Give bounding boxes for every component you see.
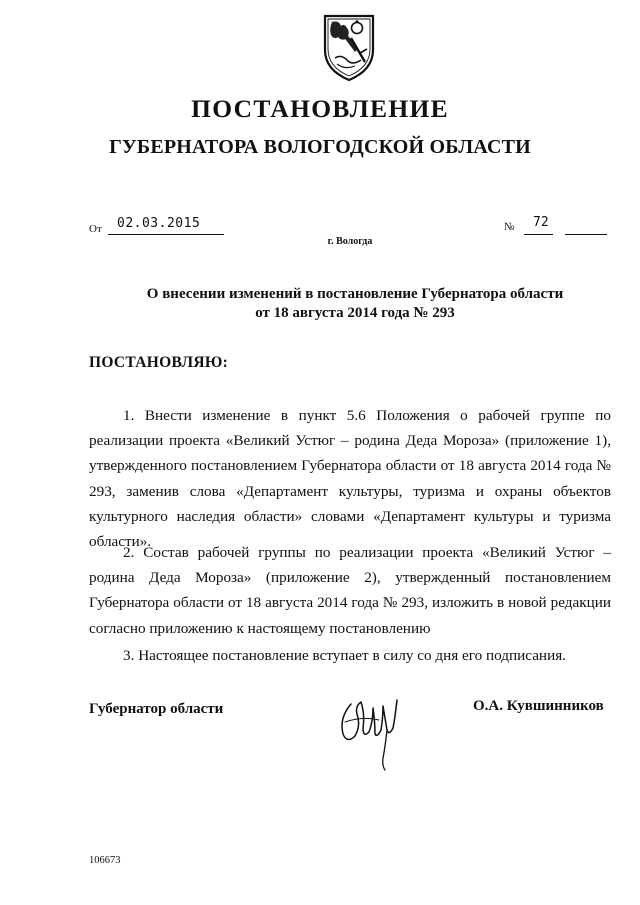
paragraph-2: [89, 540, 611, 641]
document-issuer: ГУБЕРНАТОРА ВОЛОГОДСКОЙ ОБЛАСТИ: [109, 136, 531, 158]
signatory-name: О.А. Кувшинников: [473, 698, 604, 714]
paragraph-1: [89, 403, 611, 554]
document-title: ПОСТАНОВЛЕНИЕ: [191, 94, 449, 123]
paragraph-3-text: 3. Настоящее постановление вступает в силу со дня его подписания.: [123, 647, 566, 664]
signatory-role: Губернатор области: [89, 701, 224, 717]
document-registry-number: 106673: [89, 855, 121, 866]
number-label: №: [504, 221, 515, 233]
subject-line-2: от 18 августа 2014 года № 293: [255, 304, 455, 321]
handwritten-signature: [333, 678, 407, 772]
date-label: От: [89, 223, 102, 235]
city-name: г. Вологда: [327, 236, 373, 247]
number-underline: [524, 234, 553, 235]
date-underline: [108, 234, 224, 235]
decree-heading: ПОСТАНОВЛЯЮ:: [89, 354, 229, 371]
paragraph-2-text: 2. Состав рабочей группы по реализации проекта «Великий Устюг – родина Деда Мороза» (приложение 2), утвержденный постановлением Губернатора области от 18 августа 2014 года № 293, изложить в новой редакции согласно приложению к настоящему постановлению: [89, 544, 611, 637]
paragraph-1-text: 1. Внести изменение в пункт 5.6 Положения о рабочей группе по реализации проекта «Великий Устюг – родина Деда Мороза» (приложение 1), утвержденного постановлением Губернатора области от 18 августа 2014 года № 293, заменив слова «Департамент культуры, туризма и охраны объектов культурного наследия области» словами «Департамент культуры и туризма области».: [89, 407, 611, 551]
document-number: 72: [533, 215, 549, 230]
paragraph-3: [89, 643, 611, 668]
vologda-coat-of-arms-icon: [321, 10, 377, 82]
subject-line-1: О внесении изменений в постановление Губернатора области: [146, 286, 564, 302]
document-date: 02.03.2015: [117, 216, 201, 231]
document-subject: [0, 285, 640, 322]
number-underline-extension: [565, 234, 607, 235]
